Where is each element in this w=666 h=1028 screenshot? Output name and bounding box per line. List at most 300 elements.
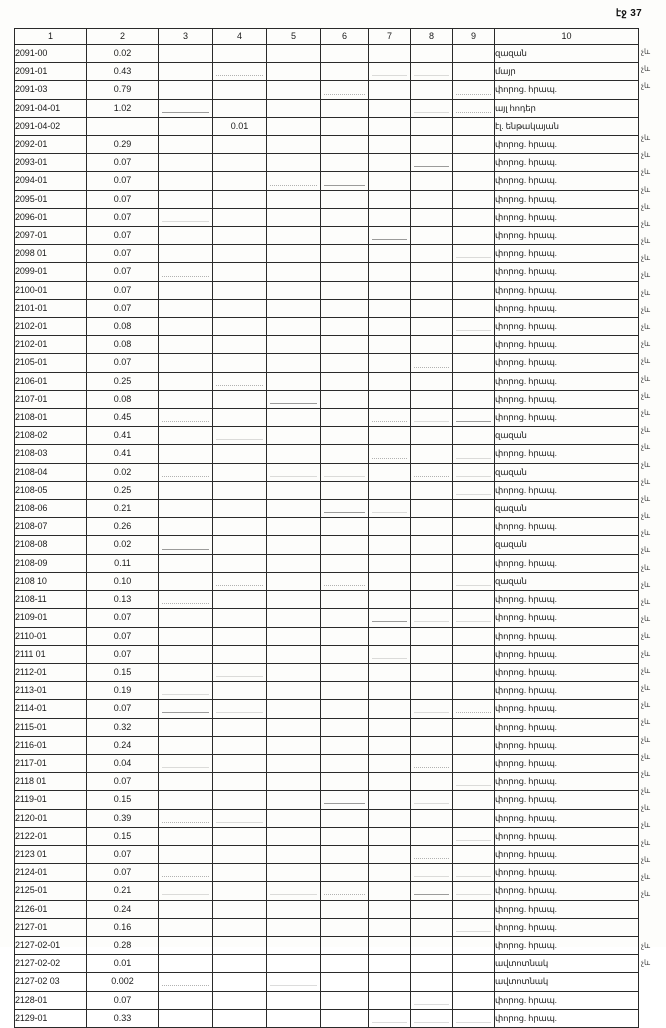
cell-usage-note: փորոց. հրապ. — [495, 208, 639, 226]
margin-note: չև — [641, 528, 651, 538]
cell-column-9 — [453, 791, 495, 809]
scan-artifact — [414, 858, 449, 859]
cell-column-8 — [411, 627, 453, 645]
cell-column-5 — [267, 572, 321, 590]
cell-column-7 — [369, 845, 411, 863]
cell-column-8 — [411, 390, 453, 408]
cell-column-9 — [453, 427, 495, 445]
margin-note: չև — [641, 150, 651, 160]
cell-column-8 — [411, 117, 453, 135]
scan-artifact — [270, 894, 317, 895]
cell-column-5 — [267, 463, 321, 481]
cell-column-3 — [159, 663, 213, 681]
cell-column-4 — [213, 299, 267, 317]
cell-area-value: 0.41 — [87, 427, 159, 445]
cell-column-3 — [159, 63, 213, 81]
cell-column-9 — [453, 900, 495, 918]
cell-column-8 — [411, 281, 453, 299]
cell-code: 2091-00 — [15, 45, 87, 63]
margin-note: չև — [641, 407, 651, 417]
table-row — [15, 554, 639, 572]
column-header-4: 4 — [213, 29, 267, 45]
cell-column-5 — [267, 554, 321, 572]
cell-column-3 — [159, 736, 213, 754]
cell-column-3 — [159, 136, 213, 154]
cell-column-4 — [213, 427, 267, 445]
cell-column-7 — [369, 572, 411, 590]
scan-artifact — [216, 585, 263, 586]
cell-usage-note: փորոց. հրապ. — [495, 754, 639, 772]
cell-area-value: 0.08 — [87, 318, 159, 336]
cell-column-7 — [369, 81, 411, 99]
scan-artifact — [162, 603, 209, 604]
cell-column-8 — [411, 409, 453, 427]
cell-column-9 — [453, 190, 495, 208]
cell-column-3 — [159, 99, 213, 117]
table-row — [15, 1009, 639, 1027]
cell-column-8 — [411, 845, 453, 863]
cell-column-4 — [213, 154, 267, 172]
cell-column-7 — [369, 117, 411, 135]
cell-column-7 — [369, 536, 411, 554]
scan-artifact — [270, 985, 317, 986]
cell-usage-note: փորոց. հրապ. — [495, 991, 639, 1009]
cell-area-value: 0.07 — [87, 991, 159, 1009]
cell-code: 2108-06 — [15, 500, 87, 518]
cell-column-6 — [321, 663, 369, 681]
cell-code: 2108-02 — [15, 427, 87, 445]
cell-column-9 — [453, 99, 495, 117]
cell-column-7 — [369, 299, 411, 317]
cell-column-4 — [213, 936, 267, 954]
cell-column-8 — [411, 354, 453, 372]
scan-artifact — [414, 876, 449, 877]
cell-area-value: 0.24 — [87, 900, 159, 918]
cell-code: 2109-01 — [15, 609, 87, 627]
cell-area-value: 0.43 — [87, 63, 159, 81]
cell-column-6 — [321, 809, 369, 827]
cell-column-8 — [411, 63, 453, 81]
cell-usage-note: փորոց. հրապ. — [495, 281, 639, 299]
cell-column-8 — [411, 936, 453, 954]
column-header-9: 9 — [453, 29, 495, 45]
cell-usage-note: այլ հոդեր — [495, 99, 639, 117]
cell-column-6 — [321, 918, 369, 936]
margin-note: չև — [641, 322, 651, 331]
cell-column-7 — [369, 900, 411, 918]
cell-column-4 — [213, 281, 267, 299]
cell-column-9 — [453, 45, 495, 63]
scan-artifact — [456, 112, 491, 113]
scan-artifact — [372, 512, 407, 513]
margin-note: չև — [641, 957, 651, 967]
cell-column-9 — [453, 736, 495, 754]
scan-artifact — [372, 75, 407, 76]
cell-code: 2091-04-02 — [15, 117, 87, 135]
cell-usage-note: փորոց. հրապ. — [495, 827, 639, 845]
margin-note: չև — [641, 889, 651, 899]
cell-column-7 — [369, 63, 411, 81]
cell-usage-note: փորոց. հրապ. — [495, 172, 639, 190]
cell-usage-note: մայր — [495, 63, 639, 81]
scan-artifact — [456, 585, 491, 586]
cell-column-5 — [267, 918, 321, 936]
cell-column-5 — [267, 136, 321, 154]
cell-usage-note: փորոց. հրապ. — [495, 627, 639, 645]
cell-column-7 — [369, 554, 411, 572]
cell-column-5 — [267, 81, 321, 99]
cell-column-7 — [369, 354, 411, 372]
cell-column-5 — [267, 208, 321, 226]
cell-column-5 — [267, 663, 321, 681]
cell-column-9 — [453, 955, 495, 973]
cell-area-value: 0.08 — [87, 336, 159, 354]
cell-column-3 — [159, 791, 213, 809]
cell-column-8 — [411, 172, 453, 190]
cell-column-3 — [159, 973, 213, 991]
scan-artifact — [414, 421, 449, 422]
margin-notes-column — [640, 28, 666, 971]
cell-column-4 — [213, 627, 267, 645]
cell-column-5 — [267, 427, 321, 445]
scan-artifact — [216, 385, 263, 386]
margin-note: չև — [641, 579, 651, 589]
cell-column-6 — [321, 882, 369, 900]
cell-column-4 — [213, 245, 267, 263]
cell-column-5 — [267, 445, 321, 463]
cell-code: 2115-01 — [15, 718, 87, 736]
cell-column-4 — [213, 409, 267, 427]
cell-column-4 — [213, 955, 267, 973]
cell-column-8 — [411, 372, 453, 390]
column-header-8: 8 — [411, 29, 453, 45]
table-row — [15, 609, 639, 627]
cell-column-7 — [369, 99, 411, 117]
scan-artifact — [414, 767, 449, 768]
cell-column-6 — [321, 773, 369, 791]
cell-area-value: 0.15 — [87, 663, 159, 681]
cell-column-5 — [267, 299, 321, 317]
cell-column-5 — [267, 955, 321, 973]
scan-artifact — [414, 166, 449, 167]
column-header-2: 2 — [87, 29, 159, 45]
cell-column-4 — [213, 845, 267, 863]
cell-column-3 — [159, 45, 213, 63]
cell-column-7 — [369, 663, 411, 681]
cell-column-7 — [369, 409, 411, 427]
cell-code: 2127-02 03 — [15, 973, 87, 991]
cell-column-5 — [267, 117, 321, 135]
scan-artifact — [216, 822, 263, 823]
cell-area-value: 0.45 — [87, 409, 159, 427]
cell-column-6 — [321, 263, 369, 281]
cell-column-4 — [213, 500, 267, 518]
cell-column-6 — [321, 463, 369, 481]
table-row — [15, 445, 639, 463]
cell-usage-note: փորոց. հրապ. — [495, 645, 639, 663]
cell-column-3 — [159, 245, 213, 263]
cell-column-4 — [213, 1009, 267, 1027]
cell-column-3 — [159, 172, 213, 190]
cell-column-4: 0.01 — [213, 117, 267, 135]
cell-column-9 — [453, 63, 495, 81]
cell-column-6 — [321, 154, 369, 172]
margin-note: չև — [641, 304, 651, 314]
column-header-6: 6 — [321, 29, 369, 45]
cell-column-8 — [411, 500, 453, 518]
cell-column-8 — [411, 991, 453, 1009]
cell-column-3 — [159, 645, 213, 663]
scan-artifact — [372, 1022, 407, 1023]
table-row — [15, 736, 639, 754]
cell-column-7 — [369, 645, 411, 663]
cell-column-3 — [159, 827, 213, 845]
table-row — [15, 845, 639, 863]
cell-column-7 — [369, 991, 411, 1009]
table-row — [15, 882, 639, 900]
cell-column-9 — [453, 918, 495, 936]
cell-area-value: 0.28 — [87, 936, 159, 954]
cell-column-7 — [369, 427, 411, 445]
cell-column-6 — [321, 117, 369, 135]
cell-column-5 — [267, 409, 321, 427]
cell-column-9 — [453, 354, 495, 372]
cell-column-6 — [321, 609, 369, 627]
cell-column-6 — [321, 390, 369, 408]
cell-column-3 — [159, 117, 213, 135]
cell-column-9 — [453, 991, 495, 1009]
cell-column-3 — [159, 809, 213, 827]
cell-column-8 — [411, 99, 453, 117]
cell-column-6 — [321, 409, 369, 427]
scan-artifact — [414, 894, 449, 895]
cell-area-value: 0.02 — [87, 536, 159, 554]
margin-note: չև — [641, 768, 651, 778]
cell-column-4 — [213, 208, 267, 226]
cell-code: 2108 10 — [15, 572, 87, 590]
scan-artifact — [162, 549, 209, 550]
cell-column-8 — [411, 45, 453, 63]
margin-note: չև — [641, 270, 651, 280]
scan-artifact — [414, 1022, 449, 1023]
cell-usage-note: փորոց. հրապ. — [495, 936, 639, 954]
cell-usage-note: փորոց. հրապ. — [495, 773, 639, 791]
column-header-7: 7 — [369, 29, 411, 45]
cell-column-3 — [159, 318, 213, 336]
table-body — [15, 45, 639, 1028]
cell-code: 2127-02-02 — [15, 955, 87, 973]
cell-code: 2126-01 — [15, 900, 87, 918]
cell-column-3 — [159, 208, 213, 226]
cell-column-7 — [369, 773, 411, 791]
cell-column-5 — [267, 45, 321, 63]
cell-area-value: 0.07 — [87, 172, 159, 190]
margin-note: չև — [641, 837, 651, 847]
cell-area-value: 0.07 — [87, 245, 159, 263]
cell-column-9 — [453, 572, 495, 590]
table-row — [15, 682, 639, 700]
margin-note: չև — [641, 132, 651, 142]
cell-column-3 — [159, 864, 213, 882]
cell-column-3 — [159, 336, 213, 354]
cell-usage-note: փորոց. հրապ. — [495, 609, 639, 627]
cell-column-6 — [321, 336, 369, 354]
cell-usage-note: զազան — [495, 427, 639, 445]
cell-code: 2092-01 — [15, 136, 87, 154]
cell-code: 2116-01 — [15, 736, 87, 754]
cell-code: 2106-01 — [15, 372, 87, 390]
land-registry-table-wrapper — [14, 28, 638, 1028]
scan-artifact — [456, 94, 491, 95]
table-row — [15, 627, 639, 645]
cell-code: 2099-01 — [15, 263, 87, 281]
table-row — [15, 572, 639, 590]
cell-code: 2111 01 — [15, 645, 87, 663]
table-row — [15, 281, 639, 299]
cell-column-6 — [321, 1009, 369, 1027]
cell-column-8 — [411, 463, 453, 481]
cell-column-9 — [453, 245, 495, 263]
scan-artifact — [162, 712, 209, 713]
cell-column-3 — [159, 682, 213, 700]
cell-usage-note: փորոց. հրապ. — [495, 864, 639, 882]
cell-column-4 — [213, 718, 267, 736]
cell-area-value: 0.07 — [87, 227, 159, 245]
cell-column-8 — [411, 645, 453, 663]
cell-column-7 — [369, 864, 411, 882]
cell-column-8 — [411, 154, 453, 172]
cell-usage-note: փորոց. հրապ. — [495, 336, 639, 354]
margin-note — [640, 112, 666, 129]
cell-usage-note: փորոց. հրապ. — [495, 263, 639, 281]
cell-column-6 — [321, 682, 369, 700]
cell-column-6 — [321, 227, 369, 245]
cell-column-7 — [369, 481, 411, 499]
cell-column-9 — [453, 645, 495, 663]
scan-artifact — [162, 876, 209, 877]
table-row — [15, 154, 639, 172]
cell-code: 2097-01 — [15, 227, 87, 245]
cell-column-6 — [321, 645, 369, 663]
margin-note: չև — [641, 47, 651, 56]
table-row — [15, 372, 639, 390]
cell-area-value: 0.07 — [87, 773, 159, 791]
cell-area-value: 0.33 — [87, 1009, 159, 1027]
cell-code: 2114-01 — [15, 700, 87, 718]
cell-column-3 — [159, 773, 213, 791]
table-row — [15, 864, 639, 882]
cell-column-9 — [453, 554, 495, 572]
cell-column-8 — [411, 864, 453, 882]
cell-column-5 — [267, 991, 321, 1009]
cell-column-7 — [369, 682, 411, 700]
cell-usage-note: զազան — [495, 45, 639, 63]
cell-area-value — [87, 117, 159, 135]
cell-column-9 — [453, 390, 495, 408]
cell-usage-note: փորոց. հրապ. — [495, 518, 639, 536]
cell-column-5 — [267, 245, 321, 263]
margin-note: չև — [641, 682, 651, 692]
cell-column-7 — [369, 208, 411, 226]
cell-column-8 — [411, 245, 453, 263]
cell-column-4 — [213, 827, 267, 845]
scan-artifact — [162, 822, 209, 823]
cell-column-9 — [453, 845, 495, 863]
table-row — [15, 900, 639, 918]
cell-column-8 — [411, 227, 453, 245]
cell-column-5 — [267, 754, 321, 772]
margin-note — [640, 920, 666, 937]
cell-column-4 — [213, 882, 267, 900]
cell-column-9 — [453, 409, 495, 427]
cell-column-4 — [213, 99, 267, 117]
cell-code: 2125-01 — [15, 882, 87, 900]
cell-column-6 — [321, 845, 369, 863]
table-row — [15, 991, 639, 1009]
margin-note: չև — [641, 940, 651, 950]
scan-artifact — [216, 75, 263, 76]
cell-column-7 — [369, 736, 411, 754]
cell-column-9 — [453, 318, 495, 336]
cell-column-6 — [321, 627, 369, 645]
cell-column-9 — [453, 117, 495, 135]
cell-column-4 — [213, 263, 267, 281]
cell-usage-note: փորոց. հրապ. — [495, 190, 639, 208]
cell-column-3 — [159, 900, 213, 918]
cell-usage-note: փորոց. հրապ. — [495, 900, 639, 918]
cell-area-value: 0.02 — [87, 463, 159, 481]
cell-column-5 — [267, 500, 321, 518]
cell-column-9 — [453, 973, 495, 991]
cell-column-8 — [411, 809, 453, 827]
margin-note: չև — [641, 854, 651, 864]
cell-column-8 — [411, 882, 453, 900]
cell-column-3 — [159, 627, 213, 645]
margin-note: չև — [641, 184, 651, 194]
cell-column-3 — [159, 299, 213, 317]
cell-usage-note: փորոց. հրապ. — [495, 736, 639, 754]
cell-area-value: 0.32 — [87, 718, 159, 736]
margin-notes-spacer — [640, 28, 666, 43]
cell-code: 2108-01 — [15, 409, 87, 427]
scan-artifact — [414, 112, 449, 113]
cell-column-5 — [267, 900, 321, 918]
cell-column-9 — [453, 718, 495, 736]
cell-column-4 — [213, 773, 267, 791]
cell-usage-note: փորոց. հրապ. — [495, 682, 639, 700]
cell-column-6 — [321, 572, 369, 590]
cell-column-4 — [213, 481, 267, 499]
cell-column-8 — [411, 263, 453, 281]
cell-column-6 — [321, 718, 369, 736]
cell-usage-note: ավտոտնակ — [495, 973, 639, 991]
table-row — [15, 918, 639, 936]
cell-code: 2119-01 — [15, 791, 87, 809]
cell-area-value: 0.07 — [87, 627, 159, 645]
cell-column-6 — [321, 445, 369, 463]
margin-note: չև — [641, 390, 651, 400]
scan-artifact — [324, 894, 365, 895]
cell-column-6 — [321, 281, 369, 299]
cell-column-7 — [369, 336, 411, 354]
cell-area-value: 0.41 — [87, 445, 159, 463]
cell-code: 2127-01 — [15, 918, 87, 936]
scan-artifact — [162, 894, 209, 895]
cell-area-value: 0.21 — [87, 882, 159, 900]
cell-column-9 — [453, 809, 495, 827]
table-row — [15, 973, 639, 991]
margin-note: չև — [641, 339, 651, 349]
